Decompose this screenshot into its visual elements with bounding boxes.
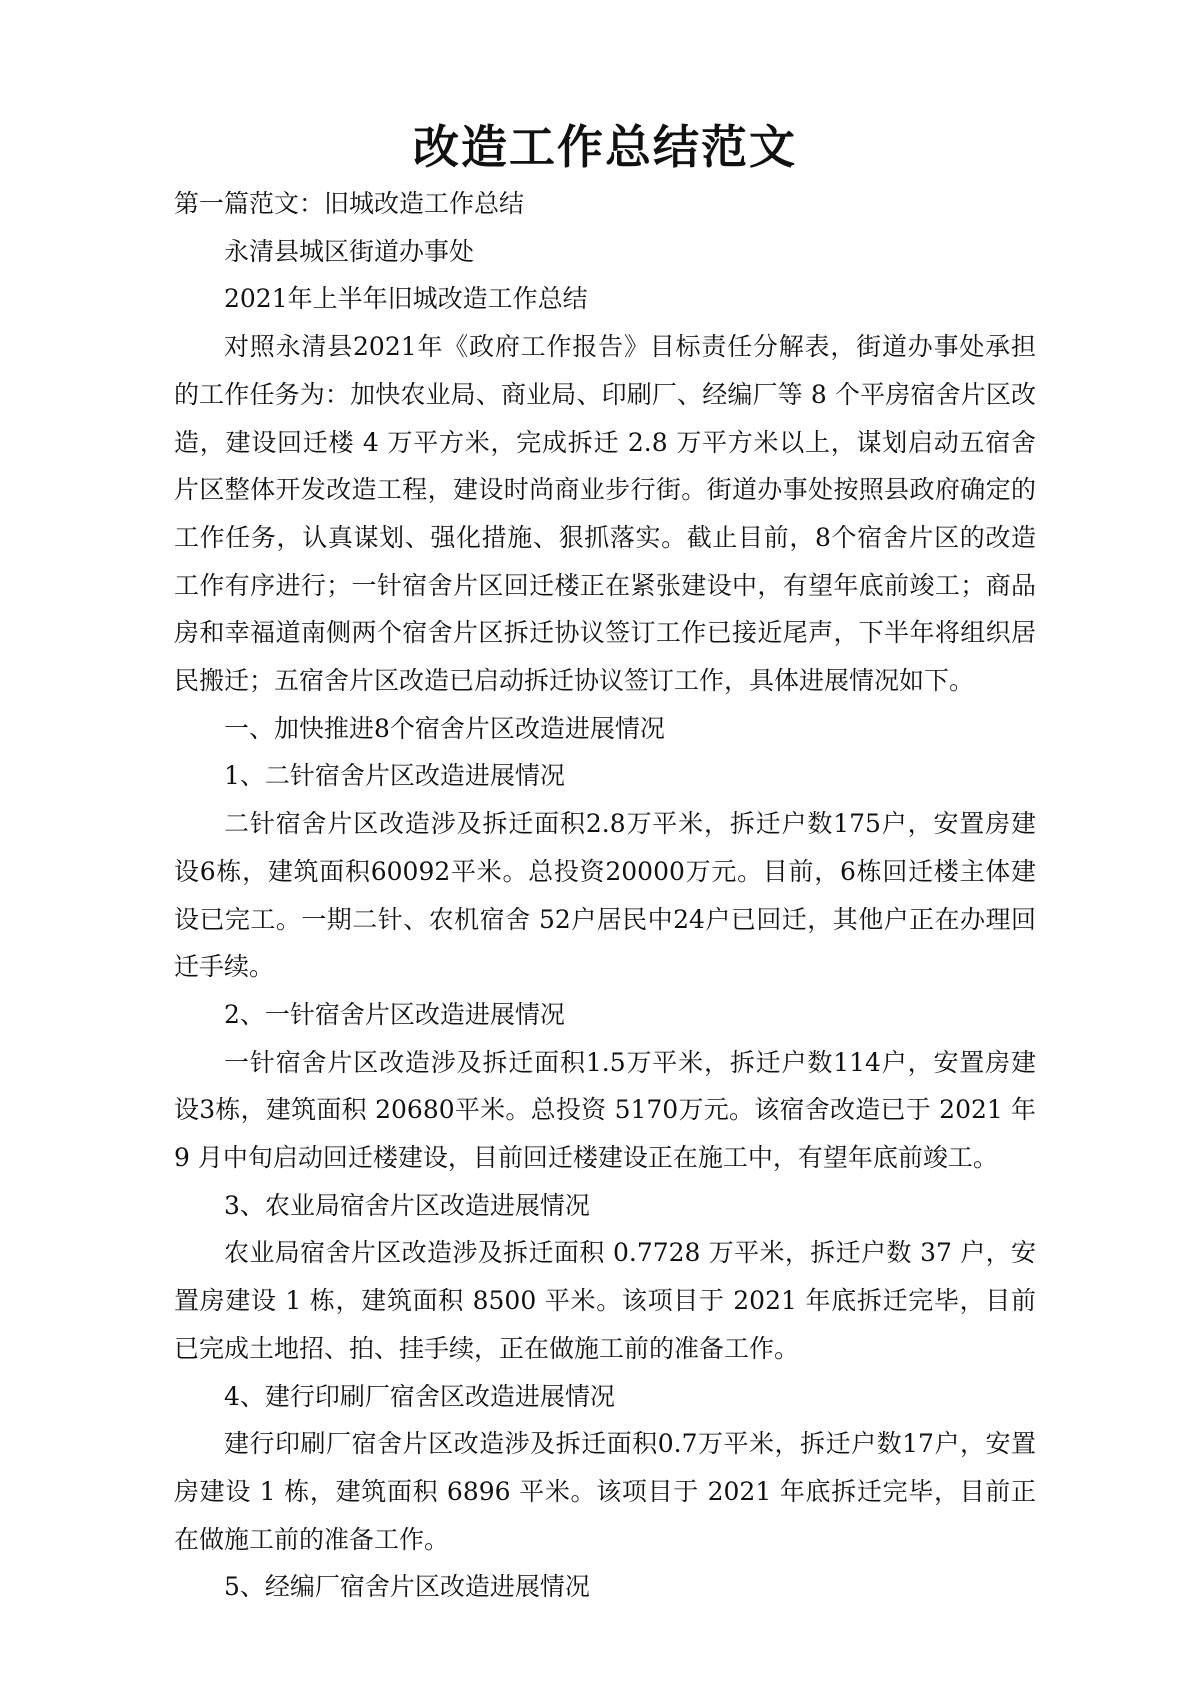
section-heading-1: 一、加快推进8个宿舍片区改造进展情况 bbox=[224, 713, 665, 743]
intro-paragraph: 对照永清县2021年《政府工作报告》目标责任分解表，街道办事处承担的工作任务为：加快农业局、商业局、印刷厂、经编厂等 8 个平房宿舍片区改造，建设回迁楼 4 万平方米，完成拆迁 2.8 万平方米以上，谋划启动五宿舍片区整体开发改造工程，建设时尚商业步行街。街道办事处按照县政府确定的工作任务，认真谋划、强化措施、狠抓落实。截止目前，8个宿舍片区的改造工作有序进行；一针宿舍片区回迁楼正在紧张建设中，有望年底前竣工；商品房和幸福道南侧两个宿舍片区拆迁协议签订工作已接近尾声，下半年将组织居民搬迁；五宿舍片区改造已启动拆迁协议签订工作，具体进展情况如下。 bbox=[174, 332, 1036, 696]
document-body bbox=[174, 180, 1036, 1611]
issuer-line: 永清县城区街道办事处 bbox=[224, 236, 475, 266]
subsection-heading-4: 4、建行印刷厂宿舍区改造进展情况 bbox=[224, 1381, 615, 1411]
subsection-body-3: 农业局宿舍片区改造涉及拆迁面积 0.7728 万平米，拆迁户数 37 户，安置房建设 1 栋，建筑面积 8500 平米。该项目于 2021 年底拆迁完毕，目前已完成土地招、拍、挂手续，正在做施工前的准备工作。 bbox=[174, 1238, 1036, 1363]
report-title-line: 2021年上半年旧城改造工作总结 bbox=[224, 284, 588, 314]
subsection-body-1: 二针宿舍片区改造涉及拆迁面积2.8万平米，拆迁户数175户，安置房建设6栋，建筑面积60092平米。总投资20000万元。目前，6栋回迁楼主体建设已完工。一期二针、农机宿舍 52户居民中24户已回迁，其他户正在办理回迁手续。 bbox=[174, 809, 1036, 982]
subsection-heading-5: 5、经编厂宿舍片区改造进展情况 bbox=[224, 1572, 590, 1602]
subsection-heading-3: 3、农业局宿舍片区改造进展情况 bbox=[224, 1190, 590, 1220]
section-heading-first-article: 第一篇范文：旧城改造工作总结 bbox=[174, 189, 525, 218]
subsection-body-4: 建行印刷厂宿舍片区改造涉及拆迁面积0.7万平米，拆迁户数17户，安置房建设 1 栋，建筑面积 6896 平米。该项目于 2021 年底拆迁完毕，目前正在做施工前的准备工作。 bbox=[174, 1429, 1036, 1554]
subsection-heading-1: 1、二针宿舍片区改造进展情况 bbox=[224, 761, 565, 791]
subsection-body-2: 一针宿舍片区改造涉及拆迁面积1.5万平米，拆迁户数114户，安置房建设3栋，建筑面积 20680平米。总投资 5170万元。该宿舍改造已于 2021 年 9 月中旬启动回迁楼建设，目前回迁楼建设正在施工中，有望年底前竣工。 bbox=[174, 1047, 1036, 1173]
document-title: 改造工作总结范文 bbox=[413, 120, 797, 174]
subsection-heading-2: 2、一针宿舍片区改造进展情况 bbox=[224, 999, 565, 1029]
